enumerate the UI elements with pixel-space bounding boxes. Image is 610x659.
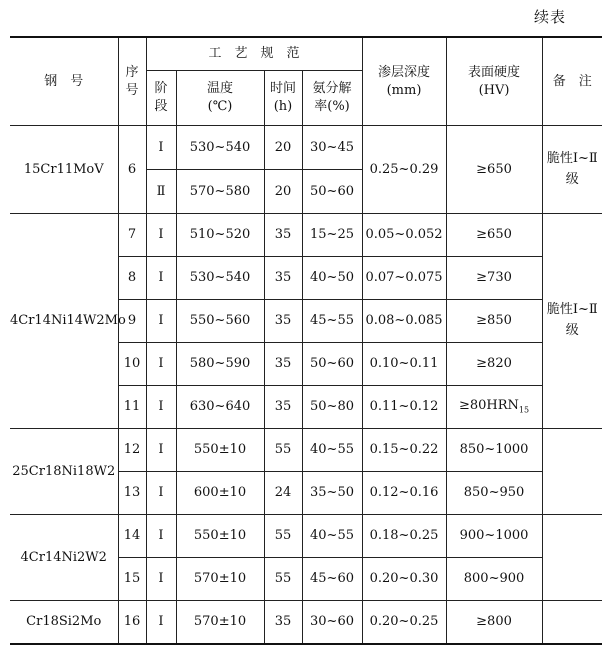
seq-cell: 15 <box>118 558 146 601</box>
time-cell: 35 <box>264 601 302 645</box>
ammonia-cell: 40~55 <box>302 515 362 558</box>
table-row <box>10 515 602 558</box>
time-cell: 55 <box>264 558 302 601</box>
seq-cell: 6 <box>118 126 146 214</box>
steel-cell: Cr18Si2Mo <box>10 601 118 645</box>
hardness-cell: ≥730 <box>446 257 542 300</box>
ammonia-cell: 35~50 <box>302 472 362 515</box>
depth-cell: 0.05~0.052 <box>362 214 446 257</box>
hardness-cell: 800~900 <box>446 558 542 601</box>
time-cell: 35 <box>264 257 302 300</box>
header-time-line1: 时间 <box>269 81 296 97</box>
hardness-cell: ≥800 <box>446 601 542 645</box>
hardness-cell: ≥820 <box>446 343 542 386</box>
temp-cell: 570±10 <box>176 558 264 601</box>
header-seq: 序号 <box>118 37 146 126</box>
stage-cell: Ⅰ <box>146 515 176 558</box>
steel-cell: 4Cr14Ni2W2 <box>10 515 118 601</box>
table-row <box>10 429 602 472</box>
time-cell: 20 <box>264 170 302 214</box>
seq-cell: 14 <box>118 515 146 558</box>
time-cell: 55 <box>264 515 302 558</box>
table-caption: 续表 <box>533 8 566 26</box>
hardness-cell: ≥650 <box>446 126 542 214</box>
depth-cell: 0.10~0.11 <box>362 343 446 386</box>
header-depth-line1: 渗层深度 <box>378 64 431 80</box>
temp-cell: 570~580 <box>176 170 264 214</box>
depth-cell: 0.15~0.22 <box>362 429 446 472</box>
temp-cell: 530~540 <box>176 126 264 170</box>
header-steel: 钢 号 <box>10 37 118 126</box>
note-cell: 脆性Ⅰ~Ⅱ级 <box>542 214 602 429</box>
time-cell: 20 <box>264 126 302 170</box>
ammonia-cell: 30~60 <box>302 601 362 645</box>
hardness-cell: ≥850 <box>446 300 542 343</box>
header-ammonia-line2: 率(%) <box>314 99 350 114</box>
temp-cell: 530~540 <box>176 257 264 300</box>
hardness-cell: 900~1000 <box>446 515 542 558</box>
temp-cell: 570±10 <box>176 601 264 645</box>
header-hardness-line2: (HV) <box>478 82 510 98</box>
stage-cell: Ⅱ <box>146 170 176 214</box>
depth-cell: 0.20~0.25 <box>362 601 446 645</box>
hardness-cell <box>446 386 542 429</box>
temp-cell: 580~590 <box>176 343 264 386</box>
stage-cell: Ⅰ <box>146 472 176 515</box>
hardness-cell: ≥650 <box>446 214 542 257</box>
ammonia-cell: 45~60 <box>302 558 362 601</box>
steel-cell: 4Cr14Ni14W2Mo <box>10 214 118 429</box>
nitriding-process-table <box>10 36 602 645</box>
temp-cell: 550±10 <box>176 429 264 472</box>
seq-cell: 16 <box>118 601 146 645</box>
header-ammonia-line1: 氨分解 <box>312 81 352 97</box>
temp-cell: 600±10 <box>176 472 264 515</box>
time-cell: 35 <box>264 343 302 386</box>
table-row <box>10 214 602 257</box>
seq-cell: 10 <box>118 343 146 386</box>
header-time-line2: (h) <box>273 99 293 114</box>
hardness-subscript: 15 <box>518 405 530 415</box>
header-note: 备 注 <box>542 37 602 126</box>
seq-cell: 11 <box>118 386 146 429</box>
note-cell <box>542 601 602 645</box>
stage-cell: Ⅰ <box>146 558 176 601</box>
depth-cell: 0.25~0.29 <box>362 126 446 214</box>
stage-cell: Ⅰ <box>146 343 176 386</box>
stage-cell: Ⅰ <box>146 601 176 645</box>
ammonia-cell: 40~55 <box>302 429 362 472</box>
note-cell <box>542 429 602 515</box>
temp-cell: 510~520 <box>176 214 264 257</box>
header-ammonia <box>302 71 362 126</box>
stage-cell: Ⅰ <box>146 386 176 429</box>
stage-cell: Ⅰ <box>146 429 176 472</box>
time-cell: 55 <box>264 429 302 472</box>
seq-cell: 12 <box>118 429 146 472</box>
header-temp-line1: 温度 <box>206 81 233 97</box>
depth-cell: 0.07~0.075 <box>362 257 446 300</box>
ammonia-cell: 50~80 <box>302 386 362 429</box>
table-row <box>10 126 602 170</box>
stage-cell: Ⅰ <box>146 257 176 300</box>
ammonia-cell: 40~50 <box>302 257 362 300</box>
stage-cell: Ⅰ <box>146 300 176 343</box>
note-cell: 脆性Ⅰ~Ⅱ级 <box>542 126 602 214</box>
depth-cell: 0.18~0.25 <box>362 515 446 558</box>
header-depth <box>362 37 446 126</box>
hardness-cell: 850~950 <box>446 472 542 515</box>
depth-cell: 0.11~0.12 <box>362 386 446 429</box>
seq-cell: 8 <box>118 257 146 300</box>
header-depth-line2: (mm) <box>386 82 422 98</box>
header-process: 工 艺 规 范 <box>146 37 362 71</box>
ammonia-cell: 50~60 <box>302 170 362 214</box>
steel-cell: 25Cr18Ni18W2 <box>10 429 118 515</box>
seq-cell: 13 <box>118 472 146 515</box>
header-hardness-line1: 表面硬度 <box>468 64 521 80</box>
hardness-cell: 850~1000 <box>446 429 542 472</box>
seq-cell: 9 <box>118 300 146 343</box>
time-cell: 35 <box>264 300 302 343</box>
time-cell: 35 <box>264 214 302 257</box>
depth-cell: 0.20~0.30 <box>362 558 446 601</box>
time-cell: 24 <box>264 472 302 515</box>
seq-cell: 7 <box>118 214 146 257</box>
hardness-value: ≥80HRN <box>458 398 519 414</box>
temp-cell: 630~640 <box>176 386 264 429</box>
header-temp-line2: (℃) <box>207 99 233 114</box>
temp-cell: 550~560 <box>176 300 264 343</box>
steel-cell: 15Cr11MoV <box>10 126 118 214</box>
ammonia-cell: 15~25 <box>302 214 362 257</box>
ammonia-cell: 50~60 <box>302 343 362 386</box>
depth-cell: 0.08~0.085 <box>362 300 446 343</box>
header-time <box>264 71 302 126</box>
ammonia-cell: 30~45 <box>302 126 362 170</box>
stage-cell: Ⅰ <box>146 126 176 170</box>
header-hardness <box>446 37 542 126</box>
header-temp <box>176 71 264 126</box>
header-stage: 阶段 <box>146 71 176 126</box>
table-row <box>10 601 602 645</box>
stage-cell: Ⅰ <box>146 214 176 257</box>
ammonia-cell: 45~55 <box>302 300 362 343</box>
time-cell: 35 <box>264 386 302 429</box>
note-cell <box>542 515 602 601</box>
depth-cell: 0.12~0.16 <box>362 472 446 515</box>
temp-cell: 550±10 <box>176 515 264 558</box>
